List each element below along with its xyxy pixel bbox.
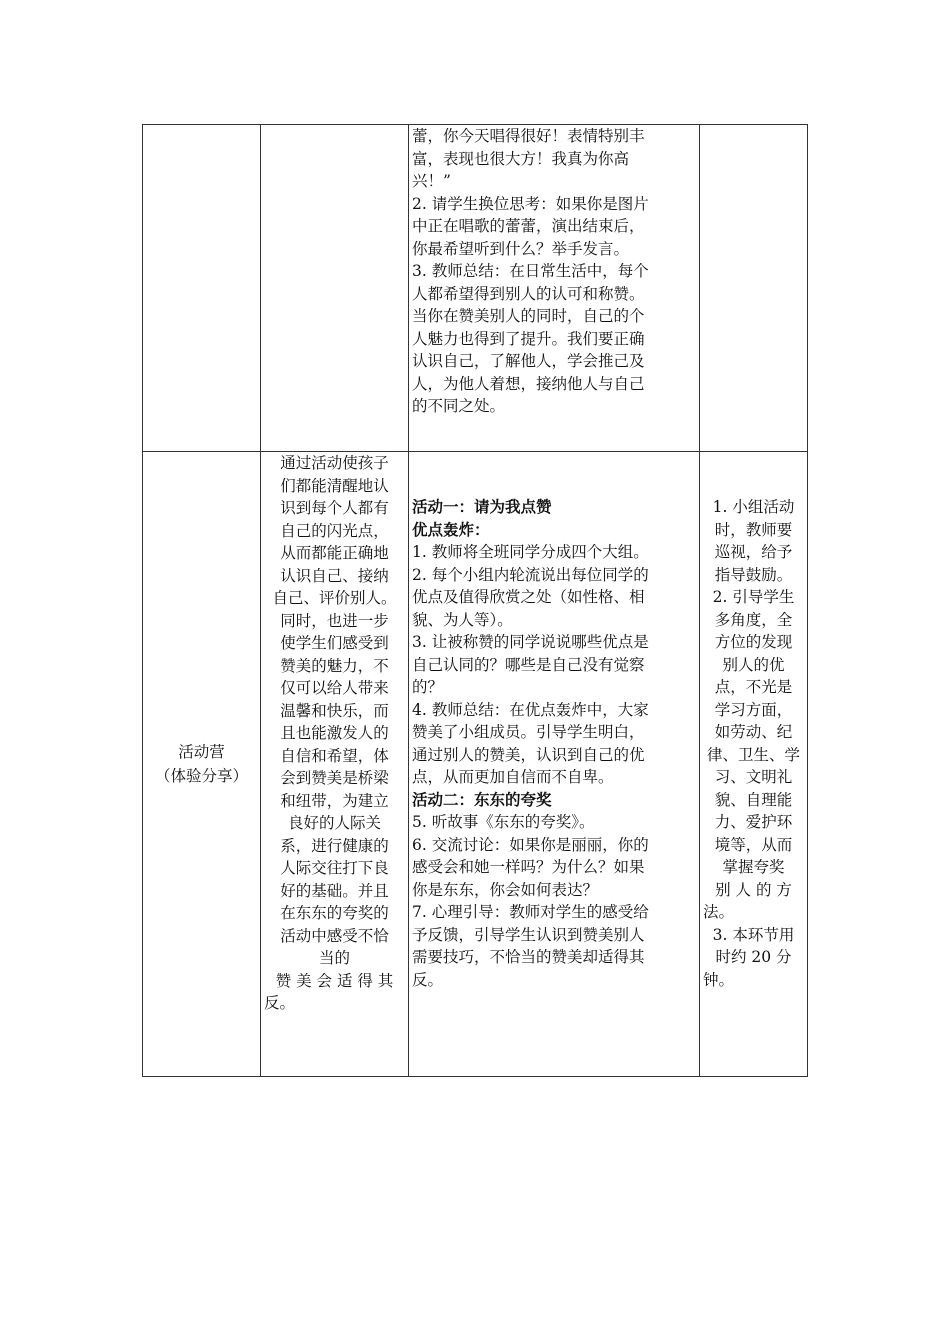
- text-line: 中正在唱歌的蕾蕾，演出结束后，: [412, 217, 645, 235]
- text-line: 在东东的夸奖的: [280, 904, 389, 922]
- text-line: 自己认同的？哪些是自己没有觉察: [412, 655, 645, 674]
- text-line: 蕾，你今天唱得很好！表情特别丰: [412, 127, 645, 145]
- text-line: 方位的发现: [714, 633, 793, 651]
- text-line: 们都能清醒地认: [280, 476, 389, 495]
- text-line: 和纽带，为建立: [280, 791, 389, 810]
- text-line: 温馨和快乐，而: [280, 701, 389, 720]
- text-line: 点，从而更加自信而不自卑。: [412, 768, 614, 786]
- text-line: 貌、自理能: [714, 790, 793, 809]
- text-line: 3. 本环节用: [712, 925, 795, 944]
- text-line: 反。: [412, 970, 444, 989]
- text-line: 境等，从而: [714, 835, 793, 854]
- text-line: 习、文明礼: [714, 768, 793, 786]
- text-line: 3. 教师总结：在日常生活中，每个: [412, 262, 649, 280]
- text-line: 时，教师要: [714, 520, 793, 539]
- text-line: 貌、为人等）。: [412, 610, 513, 629]
- text-line: 巡视，给予: [714, 543, 793, 561]
- activity-text: [409, 452, 699, 991]
- stage-sublabel: （体验分享）: [154, 767, 248, 785]
- text-line: 2. 引导学生: [712, 588, 795, 606]
- stage-label: 活动营: [178, 743, 225, 761]
- text-line: 会到赞美是桥梁: [280, 769, 389, 787]
- stage-cell: [143, 452, 261, 1077]
- text-line: 时约 20 分: [715, 948, 792, 966]
- text-line: 2. 请学生换位思考：如果你是图片: [412, 194, 649, 213]
- text-line: 自信和希望，体: [280, 746, 389, 765]
- note-cell: [700, 452, 808, 1077]
- text-line: 指导鼓励。: [714, 565, 793, 584]
- text-line: 多角度，全: [714, 610, 793, 629]
- text-line: 7. 心理引导：教师对学生的感受给: [412, 903, 649, 921]
- note-cell: [700, 125, 808, 452]
- goal-cell: [261, 452, 409, 1077]
- text-line: 你是东东，你会如何表达？: [412, 880, 599, 899]
- text-line: 的不同之处。: [412, 397, 506, 415]
- text-line: 6. 交流讨论：如果你是丽丽，你的: [412, 835, 649, 854]
- text-line: 好的基础。并且: [280, 881, 389, 900]
- text-line: 钟。: [703, 970, 735, 989]
- text-line: 认识自己，了解他人，学会推己及: [412, 352, 645, 370]
- activity-heading: 活动一：请为我点赞: [412, 498, 552, 516]
- text-line: 从而都能正确地: [280, 544, 389, 562]
- goal-cell: [261, 125, 409, 452]
- text-line: 通过活动使孩子: [280, 454, 389, 472]
- text-line: 点，不光是: [714, 678, 793, 696]
- activity-cell: [409, 452, 700, 1077]
- text-line: 1. 小组活动: [712, 498, 795, 516]
- text-line: 反。: [264, 994, 296, 1012]
- activity-cell: [409, 125, 700, 452]
- goal-text: [261, 452, 408, 1015]
- text-line: 予反馈，引导学生认识到赞美别人: [412, 925, 645, 944]
- text-line: 别人的优: [722, 655, 785, 674]
- text-line: 当的: [318, 949, 350, 967]
- text-line: 通过别人的赞美，认识到自己的优: [412, 745, 645, 764]
- text-line: 活动中感受不恰: [280, 926, 389, 945]
- text-line: 同时，也进一步: [280, 611, 389, 630]
- text-line: 当你在赞美别人的同时，自己的个: [412, 307, 645, 325]
- text-line: 律、卫生、学: [706, 745, 800, 764]
- text-line: 2. 每个小组内轮流说出每位同学的: [412, 565, 649, 584]
- activity-subheading: 优点轰炸：: [412, 520, 490, 539]
- text-line: 5. 听故事《东东的夸奖》。: [412, 813, 595, 831]
- text-line: 的？: [412, 678, 444, 696]
- text-line: 感受会和她一样吗？为什么？如果: [412, 858, 645, 876]
- text-line: 人都希望得到别人的认可和称赞。: [412, 284, 645, 303]
- text-line: 你最希望听到什么？举手发言。: [412, 239, 630, 258]
- text-line: 兴！”: [412, 172, 451, 190]
- text-line: 自己、评价别人。: [272, 589, 397, 607]
- text-line: 良好的人际关: [287, 814, 381, 832]
- text-line: 且也能激发人的: [280, 724, 389, 742]
- text-line: 法。: [703, 903, 735, 921]
- activity-text: [409, 125, 699, 418]
- text-line: 别 人 的 方: [715, 880, 792, 899]
- text-line: 人，为他人着想，接纳他人与自己: [412, 374, 645, 393]
- activity-heading: 活动二：东东的夸奖: [412, 790, 552, 809]
- table-row: [143, 125, 808, 452]
- text-line: 掌握夸奖: [722, 858, 785, 876]
- text-line: 1. 教师将全班同学分成四个大组。: [412, 543, 649, 561]
- text-line: 优点及值得欣赏之处（如性格、相: [412, 588, 645, 606]
- text-line: 学习方面，: [714, 700, 793, 719]
- text-line: 人魅力也得到了提升。我们要正确: [412, 329, 645, 348]
- text-line: 仅可以给人带来: [280, 679, 389, 697]
- lesson-plan-table: [142, 124, 808, 1077]
- stage-cell: [143, 125, 261, 452]
- text-line: 人际交往打下良: [280, 859, 389, 877]
- text-line: 使学生们感受到: [280, 634, 389, 652]
- text-line: 4. 教师总结：在优点轰炸中，大家: [412, 700, 649, 719]
- text-line: 系，进行健康的: [280, 836, 389, 855]
- text-line: 需要技巧，不恰当的赞美却适得其: [412, 948, 645, 966]
- text-line: 如劳动、纪: [714, 723, 793, 741]
- text-line: 认识自己、接纳: [280, 566, 389, 585]
- text-line: 赞美的魅力，不: [280, 656, 389, 675]
- text-line: 力、爱护环: [714, 813, 793, 831]
- text-line: 自己的闪光点，: [280, 521, 389, 540]
- table-row: [143, 452, 808, 1077]
- text-line: 3. 让被称赞的同学说说哪些优点是: [412, 633, 649, 651]
- text-line: 赞 美 会 适 得 其: [275, 971, 394, 990]
- text-line: 识到每个人都有: [280, 499, 389, 517]
- note-text: [700, 452, 807, 991]
- text-line: 富，表现也很大方！我真为你高: [412, 149, 630, 168]
- text-line: 赞美了小组成员。引导学生明白，: [412, 723, 645, 741]
